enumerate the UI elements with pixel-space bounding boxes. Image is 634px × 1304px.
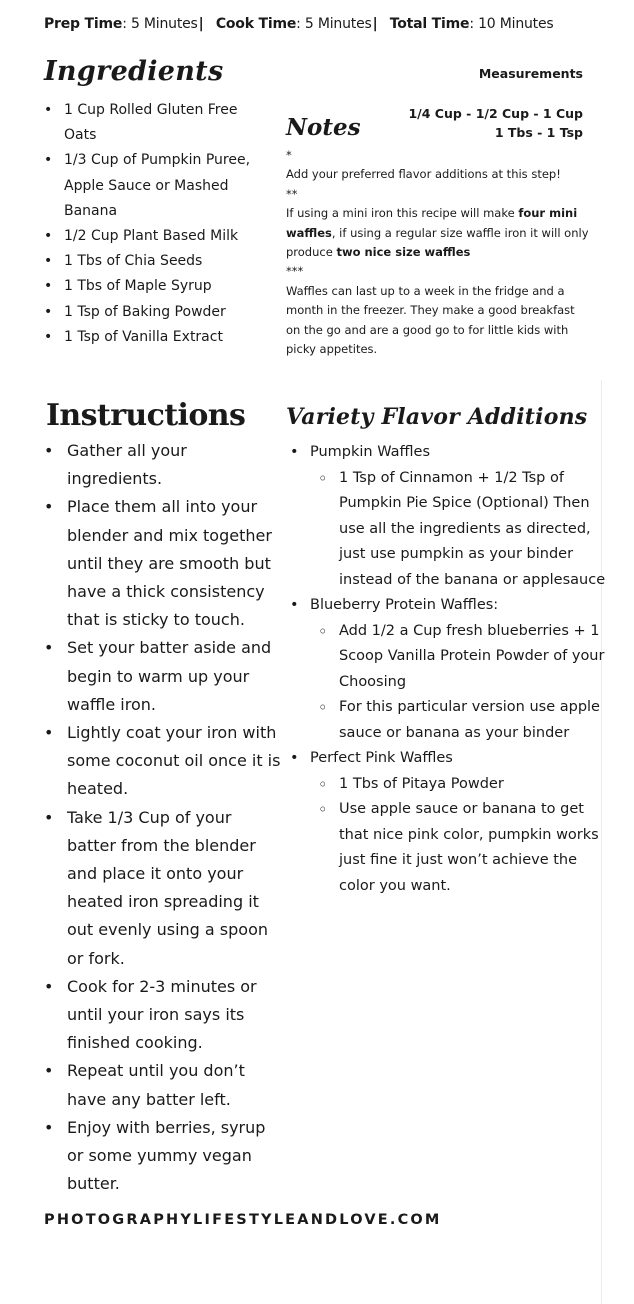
ingredient-item: • 1 Cup Rolled Gluten Free Oats xyxy=(44,98,254,148)
cook-time-label: Cook Time xyxy=(215,16,297,32)
notes-body xyxy=(286,146,591,359)
variety-heading: Variety Flavor Additions xyxy=(286,404,588,430)
time-separator: | xyxy=(372,16,378,32)
instruction-step: • Repeat until you don’t have any batter left. xyxy=(44,1057,284,1113)
note-2-emphasis: four mini waffles xyxy=(286,206,578,240)
instructions-heading: Instructions xyxy=(46,398,246,433)
ingredient-item: • 1 Tbs of Maple Syrup xyxy=(44,274,254,299)
note-2-part: If using a mini iron this recipe will make xyxy=(286,206,519,221)
instructions-list xyxy=(44,437,284,1198)
time-separator: | xyxy=(198,16,204,32)
variety-group xyxy=(290,440,610,593)
instruction-step: • Set your batter aside and begin to warm up your waffle iron. xyxy=(44,634,284,719)
ingredients-heading: Ingredients xyxy=(44,56,224,87)
note-marker-3: *** xyxy=(286,264,304,279)
ingredient-item: • 1/3 Cup of Pumpkin Puree, Apple Sauce or Mashed Banana xyxy=(44,148,254,224)
note-1: Add your preferred flavor additions at this step! xyxy=(286,167,561,182)
note-2-emphasis: two nice size waffles xyxy=(336,245,471,260)
variety-group xyxy=(290,746,610,899)
variety-group-name: Blueberry Protein Waffles: xyxy=(310,597,499,613)
prep-time-value: : 5 Minutes xyxy=(122,16,198,32)
variety-group-name: Perfect Pink Waffles xyxy=(310,750,453,766)
prep-time-label: Prep Time xyxy=(44,16,123,32)
instruction-step: • Lightly coat your iron with some coconut oil once it is heated. xyxy=(44,719,284,804)
notes-heading: Notes xyxy=(286,114,361,141)
instruction-step: • Enjoy with berries, syrup or some yummy vegan butter. xyxy=(44,1114,284,1199)
variety-list xyxy=(290,440,610,899)
ingredients-list xyxy=(44,98,254,350)
ingredient-item: • 1/2 Cup Plant Based Milk xyxy=(44,224,254,249)
instruction-step: • Take 1/3 Cup of your batter from the blender and place it onto your heated iron spreading it out evenly using a spoon or fork. xyxy=(44,804,284,973)
measurements-cups: 1/4 Cup - 1/2 Cup - 1 Cup xyxy=(408,106,583,121)
variety-subitem: ◦ 1 Tbs of Pitaya Powder xyxy=(310,772,610,798)
variety-sublist xyxy=(310,619,610,747)
variety-group-name: Pumpkin Waffles xyxy=(310,444,431,460)
note-marker-2: ** xyxy=(286,186,298,201)
total-time-label: Total Time xyxy=(389,16,470,32)
variety-sublist xyxy=(310,772,610,900)
variety-sublist xyxy=(310,466,610,594)
measurements-heading: Measurements xyxy=(478,66,583,81)
note-marker-1: * xyxy=(286,148,292,162)
variety-subitem: ◦ Add 1/2 a Cup fresh blueberries + 1 Scoop Vanilla Protein Powder of your Choosing xyxy=(310,619,610,696)
instruction-step: • Gather all your ingredients. xyxy=(44,437,284,493)
cook-time-value: : 5 Minutes xyxy=(296,16,372,32)
ingredient-item: • 1 Tbs of Chia Seeds xyxy=(44,249,254,274)
variety-subitem: ◦ Use apple sauce or banana to get that nice pink color, pumpkin works just fine it just won’t achieve the color you want. xyxy=(310,797,610,899)
note-2 xyxy=(286,204,591,262)
measurements-spoons: 1 Tbs - 1 Tsp xyxy=(494,125,583,140)
variety-group xyxy=(290,593,610,746)
total-time-value: : 10 Minutes xyxy=(469,16,554,32)
variety-subitem: ◦ For this particular version use apple sauce or banana as your binder xyxy=(310,695,610,746)
footer-site-url: PHOTOGRAPHYLIFESTYLEANDLOVE.COM xyxy=(44,1212,442,1228)
instruction-step: • Cook for 2-3 minutes or until your iron says its finished cooking. xyxy=(44,973,284,1058)
note-2-part: , if using a regular size waffle iron it will only produce xyxy=(286,225,589,260)
note-3: Waffles can last up to a week in the fridge and a month in the freezer. They make a good breakfast on the go and are a good go to for little kids with picky appetites. xyxy=(286,283,575,357)
ingredient-item: • 1 Tsp of Vanilla Extract xyxy=(44,325,254,350)
instruction-step: • Place them all into your blender and mix together until they are smooth but have a thick consistency that is sticky to touch. xyxy=(44,493,284,634)
time-summary xyxy=(44,16,553,32)
ingredient-item: • 1 Tsp of Baking Powder xyxy=(44,300,254,325)
variety-subitem: ◦ 1 Tsp of Cinnamon + 1/2 Tsp of Pumpkin Pie Spice (Optional) Then use all the ingredients as directed, just use pumpkin as your binder instead of the banana or applesauce xyxy=(310,466,610,594)
